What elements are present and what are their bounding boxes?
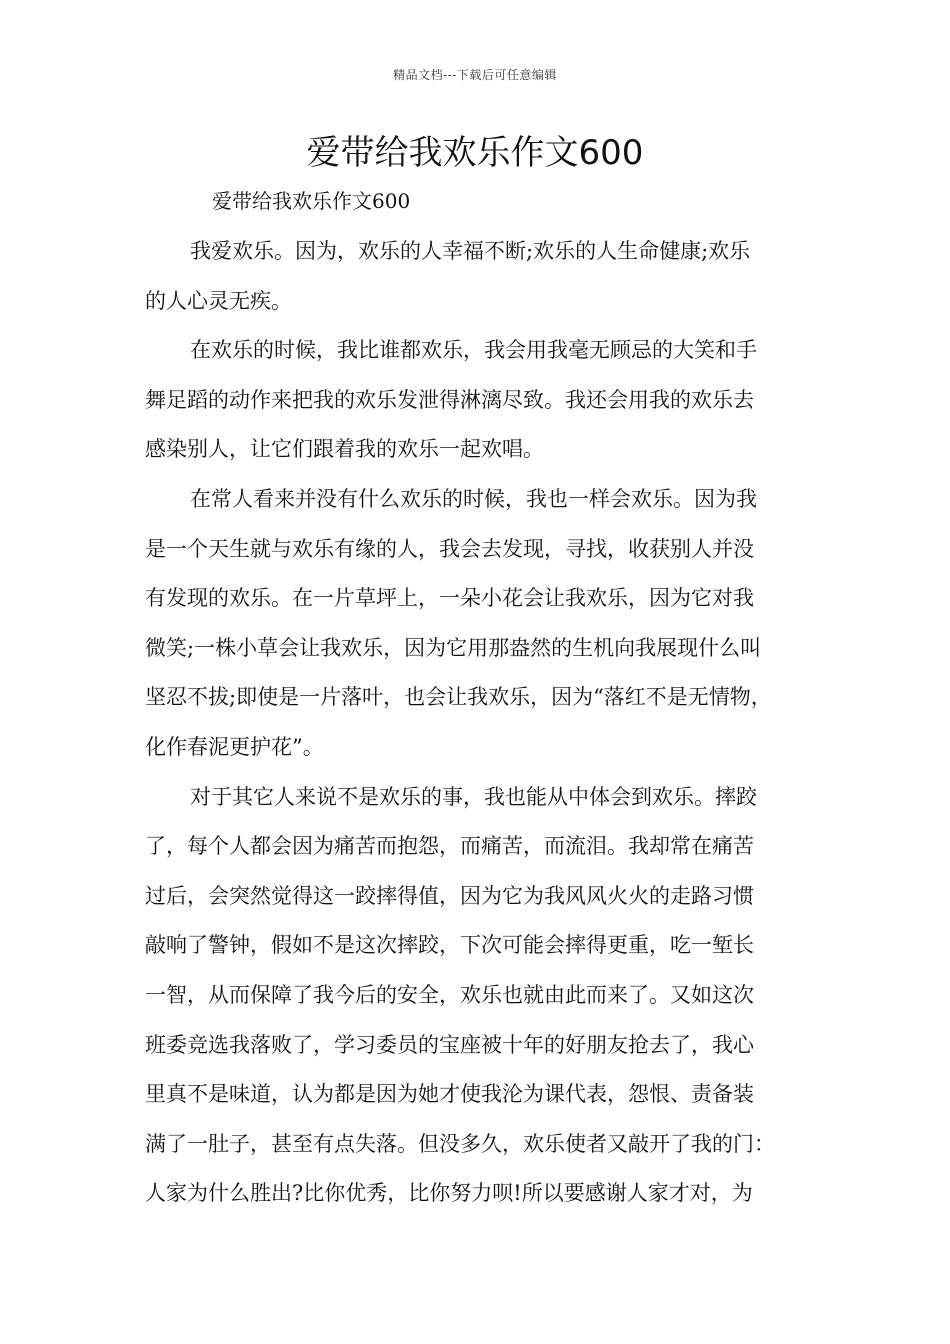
paragraph-line: 微笑;一株小草会让我欢乐，因为它用那盎然的生机向我展现什么叫 bbox=[145, 635, 762, 660]
paragraph-line: 班委竞选我落败了，学习委员的宝座被十年的好朋友抢去了，我心 bbox=[145, 1032, 754, 1057]
paragraph-line: 是一个天生就与欢乐有缘的人，我会去发现，寻找，收获别人并没 bbox=[145, 536, 754, 561]
paragraph-line: 我爱欢乐。因为，欢乐的人幸福不断;欢乐的人生命健康;欢乐 bbox=[190, 239, 751, 263]
paragraph-line: 敲响了警钟，假如不是这次摔跤，下次可能会摔得更重，吃一堑长 bbox=[145, 933, 754, 958]
document-title: 爱带给我欢乐作文600 bbox=[306, 133, 644, 173]
paragraph-line: 坚忍不拔;即使是一片落叶，也会让我欢乐，因为“落红不是无情物， bbox=[145, 685, 772, 710]
paragraph-line: 的人心灵无疾。 bbox=[145, 288, 292, 313]
paragraph-line: 满了一肚子，甚至有点失落。但没多久，欢乐使者又敲开了我的门： bbox=[145, 1131, 775, 1156]
paragraph-line: 化作春泥更护花”。 bbox=[145, 734, 324, 759]
paragraph-line: 过后，会突然觉得这一跤摔得值，因为它为我风风火火的走路习惯 bbox=[145, 883, 754, 908]
paragraph-line: 人家为什么胜出?比你优秀，比你努力呗!所以要感谢人家才对，为 bbox=[145, 1181, 753, 1206]
paragraph-line: 对于其它人来说不是欢乐的事，我也能从中体会到欢乐。摔跤 bbox=[190, 784, 757, 809]
paragraph-line: 有发现的欢乐。在一片草坪上，一朵小花会让我欢乐，因为它对我 bbox=[145, 586, 754, 611]
paragraph-line: 一智，从而保障了我今后的安全，欢乐也就由此而来了。又如这次 bbox=[145, 982, 754, 1007]
header-note: 精品文档---下载后可任意编辑 bbox=[393, 68, 557, 82]
paragraph-line: 在欢乐的时候，我比谁都欢乐，我会用我毫无顾忌的大笑和手 bbox=[190, 338, 757, 363]
paragraph-line: 里真不是味道，认为都是因为她才使我沦为课代表，怨恨、责备装 bbox=[145, 1082, 754, 1107]
paragraph-line: 在常人看来并没有什么欢乐的时候，我也一样会欢乐。因为我 bbox=[190, 486, 757, 511]
document-subtitle: 爱带给我欢乐作文600 bbox=[212, 189, 411, 213]
paragraph-line: 了，每个人都会因为痛苦而抱怨，而痛苦，而流泪。我却常在痛苦 bbox=[145, 834, 754, 859]
paragraph-line: 舞足蹈的动作来把我的欢乐发泄得淋漓尽致。我还会用我的欢乐去 bbox=[145, 387, 754, 412]
essay-body bbox=[145, 227, 825, 1219]
paragraph-line: 感染别人，让它们跟着我的欢乐一起欢唱。 bbox=[145, 437, 544, 462]
